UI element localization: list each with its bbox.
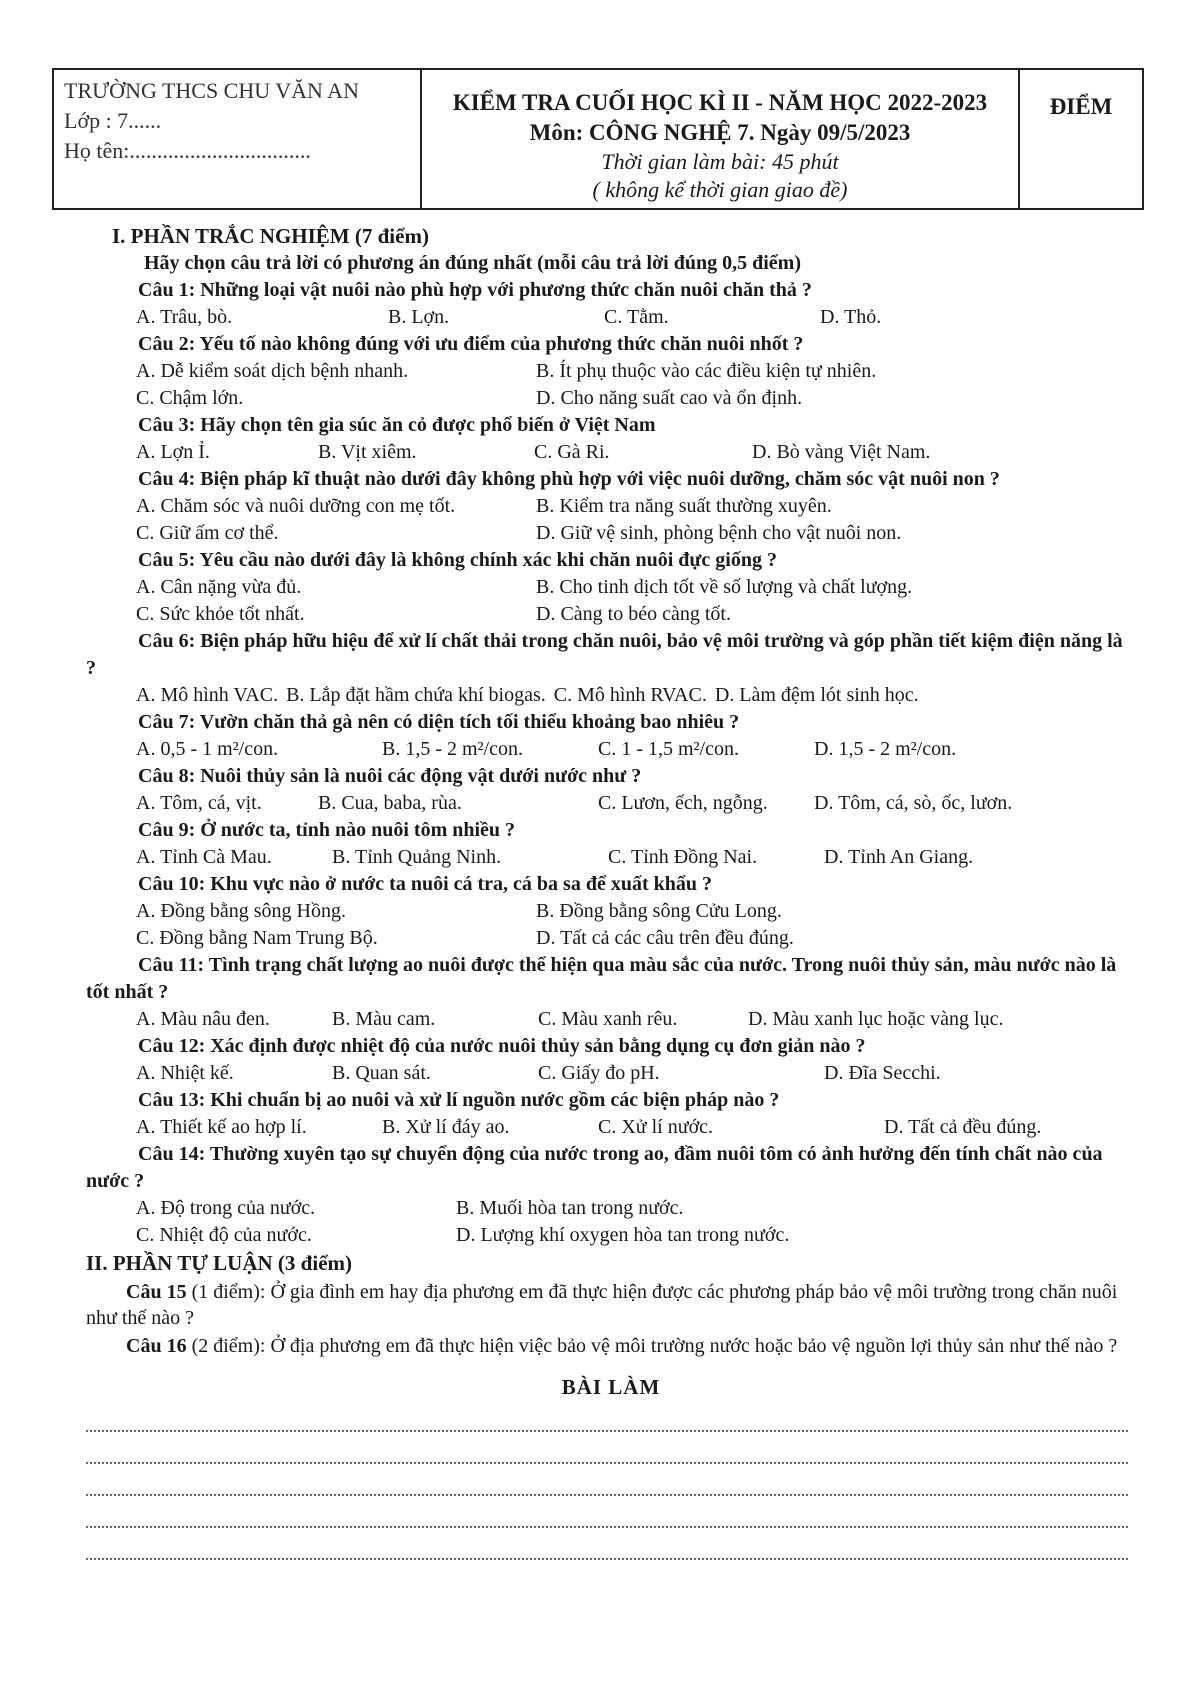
option-a: A. 0,5 - 1 m²/con. [136,738,279,760]
option-c: C. Xử lí nước. [598,1116,714,1138]
class-line: Lớp : 7...... [64,108,162,133]
option-d: D. Bò vàng Việt Nam. [752,441,931,463]
part1-title: I. PHẦN TRẮC NGHIỆM (7 điểm) [112,224,429,248]
q15-lead: Câu 15 [126,1281,187,1303]
question [86,628,1136,682]
answer-title: BÀI LÀM [561,1375,661,1399]
question-text: Câu 12: Xác định được nhiệt độ của nước nuôi thủy sản bằng dụng cụ đơn giản nào ? [138,1035,866,1057]
option-c: C. Nhiệt độ của nước. [136,1224,312,1246]
q16-lead: Câu 16 [126,1335,187,1357]
question [86,871,1136,898]
option-c: C. Giữ ấm cơ thể. [136,522,279,544]
options-row [136,682,1136,709]
options-row [136,1222,1136,1249]
option-c: C. Chậm lớn. [136,387,244,409]
score-label: ĐIỂM [1049,94,1113,119]
question [86,1087,1136,1114]
school-name: TRƯỜNG THCS CHU VĂN AN [64,78,359,103]
answer-line[interactable] [86,1464,1128,1496]
part2-title: II. PHẦN TỰ LUẬN (3 điểm) [86,1251,352,1275]
option-d: D. Tỉnh An Giang. [824,846,974,868]
options-row [136,844,1136,871]
options-row [136,358,1136,385]
option-b: B. Vịt xiêm. [318,441,417,463]
option-a: A. Tôm, cá, vịt. [136,792,262,814]
student-info [54,70,422,208]
option-b: B. Kiểm tra năng suất thường xuyên. [536,495,832,517]
option-b: B. 1,5 - 2 m²/con. [382,738,523,760]
option-c: C. Tằm. [604,306,669,328]
exam-info [422,70,1020,208]
score-box [1020,70,1142,208]
question [86,709,1136,736]
question-text: Câu 6: Biện pháp hữu hiệu để xử lí chất thải trong chăn nuôi, bảo vệ môi trường và góp phần tiết kiệm điện năng là ? [86,630,1123,679]
option-c: C. Lươn, ếch, ngỗng. [598,792,768,814]
answer-line[interactable] [86,1528,1128,1560]
options-row [136,898,1136,925]
options-row [136,601,1136,628]
question-text: Câu 4: Biện pháp kĩ thuật nào dưới đây không phù hợp với việc nuôi dưỡng, chăm sóc vật nuôi non ? [138,468,1000,490]
option-c: C. Gà Ri. [534,441,610,463]
option-c: C. Đồng bằng Nam Trung Bộ. [136,927,378,949]
question-text: Câu 3: Hãy chọn tên gia súc ăn cỏ được phổ biến ở Việt Nam [138,414,656,436]
option-c: C. 1 - 1,5 m²/con. [598,738,739,760]
option-b: B. Quan sát. [332,1062,431,1084]
option-d: D. Lượng khí oxygen hòa tan trong nước. [456,1224,790,1246]
question-text: Câu 2: Yếu tố nào không đúng với ưu điểm của phương thức chăn nuôi nhốt ? [138,333,804,355]
option-d: D. Giữ vệ sinh, phòng bệnh cho vật nuôi non. [536,522,902,544]
options-row [136,304,1136,331]
option-b: B. Cho tinh dịch tốt về số lượng và chất lượng. [536,576,913,598]
answer-line[interactable] [86,1496,1128,1528]
essay-question-16 [86,1333,1136,1359]
question [86,466,1136,493]
option-b: B. Muối hòa tan trong nước. [456,1197,684,1219]
q15-text: (1 điểm): Ở gia đình em hay địa phương em đã thực hiện được các phương pháp bảo vệ môi trường trong chăn nuôi như thế nào ? [86,1281,1118,1329]
option-c: C. Màu xanh rêu. [538,1008,678,1030]
question-text: Câu 10: Khu vực nào ở nước ta nuôi cá tra, cá ba sa để xuất khẩu ? [138,873,712,895]
q16-text: (2 điểm): Ở địa phương em đã thực hiện việc bảo vệ môi trường nước hoặc bảo vệ nguồn lợi thủy sản như thế nào ? [186,1335,1118,1357]
question-text: Câu 14: Thường xuyên tạo sự chuyển động của nước trong ao, đầm nuôi tôm có ảnh hưởng đến tính chất nào của nước ? [86,1143,1103,1192]
option-d: D. 1,5 - 2 m²/con. [814,738,957,760]
exam-content [86,222,1136,1560]
option-a: A. Tỉnh Cà Mau. [136,846,272,868]
options-row [136,790,1136,817]
option-d: D. Làm đệm lót sinh học. [714,684,919,706]
essay-question-15 [86,1279,1136,1331]
options-row [136,1060,1136,1087]
option-b: B. Màu cam. [332,1008,436,1030]
exam-title: KIỂM TRA CUỐI HỌC KÌ II - NĂM HỌC 2022-2023 [452,90,988,115]
option-d: D. Đĩa Secchi. [824,1062,941,1084]
option-d: D. Tất cả đều đúng. [884,1116,1042,1138]
question [86,1033,1136,1060]
question-text: Câu 11: Tình trạng chất lượng ao nuôi được thể hiện qua màu sắc của nước. Trong nuôi thủy sản, màu nước nào là tốt nhất ? [86,954,1117,1003]
question [86,817,1136,844]
option-b: B. Lắp đặt hầm chứa khí biogas. [286,684,546,706]
options-row [136,1195,1136,1222]
options-row [136,574,1136,601]
options-row [136,736,1136,763]
question-text: Câu 1: Những loại vật nuôi nào phù hợp với phương thức chăn nuôi chăn thả ? [138,279,812,301]
option-d: D. Thỏ. [820,306,882,328]
option-a: A. Màu nâu đen. [136,1008,270,1030]
option-b: B. Đồng bằng sông Cửu Long. [536,900,782,922]
question [86,763,1136,790]
header-box [52,68,1144,210]
option-b: B. Ít phụ thuộc vào các điều kiện tự nhiên. [536,360,877,382]
option-c: C. Giấy đo pH. [538,1062,660,1084]
name-line: Họ tên:................................. [64,138,311,163]
option-d: D. Màu xanh lục hoặc vàng lục. [748,1008,1004,1030]
option-a: A. Nhiệt kế. [136,1062,234,1084]
option-c: C. Sức khỏe tốt nhất. [136,603,305,625]
answer-line[interactable] [86,1400,1128,1432]
question [86,1141,1136,1195]
option-a: A. Lợn Ỉ. [136,441,210,463]
question [86,547,1136,574]
options-row [136,520,1136,547]
option-b: B. Cua, baba, rùa. [318,792,462,814]
option-b: B. Tỉnh Quảng Ninh. [332,846,502,868]
question-text: Câu 9: Ở nước ta, tỉnh nào nuôi tôm nhiều ? [138,819,516,841]
question-text: Câu 13: Khi chuẩn bị ao nuôi và xử lí nguồn nước gồm các biện pháp nào ? [138,1089,780,1111]
question [86,952,1136,1006]
option-a: A. Chăm sóc và nuôi dưỡng con mẹ tốt. [136,495,456,517]
question [86,412,1136,439]
question [86,331,1136,358]
option-c: C. Tỉnh Đồng Nai. [608,846,758,868]
option-d: D. Tất cả các câu trên đều đúng. [536,927,794,949]
question-text: Câu 5: Yêu cầu nào dưới đây là không chính xác khi chăn nuôi đực giống ? [138,549,777,571]
options-row [136,925,1136,952]
option-a: A. Mô hình VAC. [136,684,279,706]
option-a: A. Thiết kế ao hợp lí. [136,1116,307,1138]
option-d: D. Tôm, cá, sò, ốc, lươn. [814,792,1013,814]
part1-instruction: Hãy chọn câu trả lời có phương án đúng nhất (mỗi câu trả lời đúng 0,5 điểm) [144,252,801,274]
subject-line: Môn: CÔNG NGHỆ 7. Ngày 09/5/2023 [529,120,911,145]
options-row [136,493,1136,520]
option-a: A. Cân nặng vừa đủ. [136,576,302,598]
option-d: D. Càng to béo càng tốt. [536,603,731,625]
option-a: A. Dễ kiểm soát dịch bệnh nhanh. [136,360,409,382]
question [86,277,1136,304]
option-d: D. Cho năng suất cao và ổn định. [536,387,803,409]
time-note: ( không kể thời gian giao đề) [592,177,848,202]
options-row [136,1006,1136,1033]
option-a: A. Đồng bằng sông Hồng. [136,900,346,922]
option-c: C. Mô hình RVAC. [553,684,707,706]
time-line: Thời gian làm bài: 45 phút [601,149,839,174]
question-text: Câu 7: Vườn chăn thả gà nên có diện tích tối thiểu khoảng bao nhiêu ? [138,711,740,733]
option-a: A. Trâu, bò. [136,306,233,328]
option-b: B. Lợn. [388,306,450,328]
options-row [136,1114,1136,1141]
options-row [136,385,1136,412]
options-row [136,439,1136,466]
option-a: A. Độ trong của nước. [136,1197,316,1219]
answer-line[interactable] [86,1432,1128,1464]
question-text: Câu 8: Nuôi thủy sản là nuôi các động vật dưới nước như ? [138,765,642,787]
option-b: B. Xử lí đáy ao. [382,1116,510,1138]
